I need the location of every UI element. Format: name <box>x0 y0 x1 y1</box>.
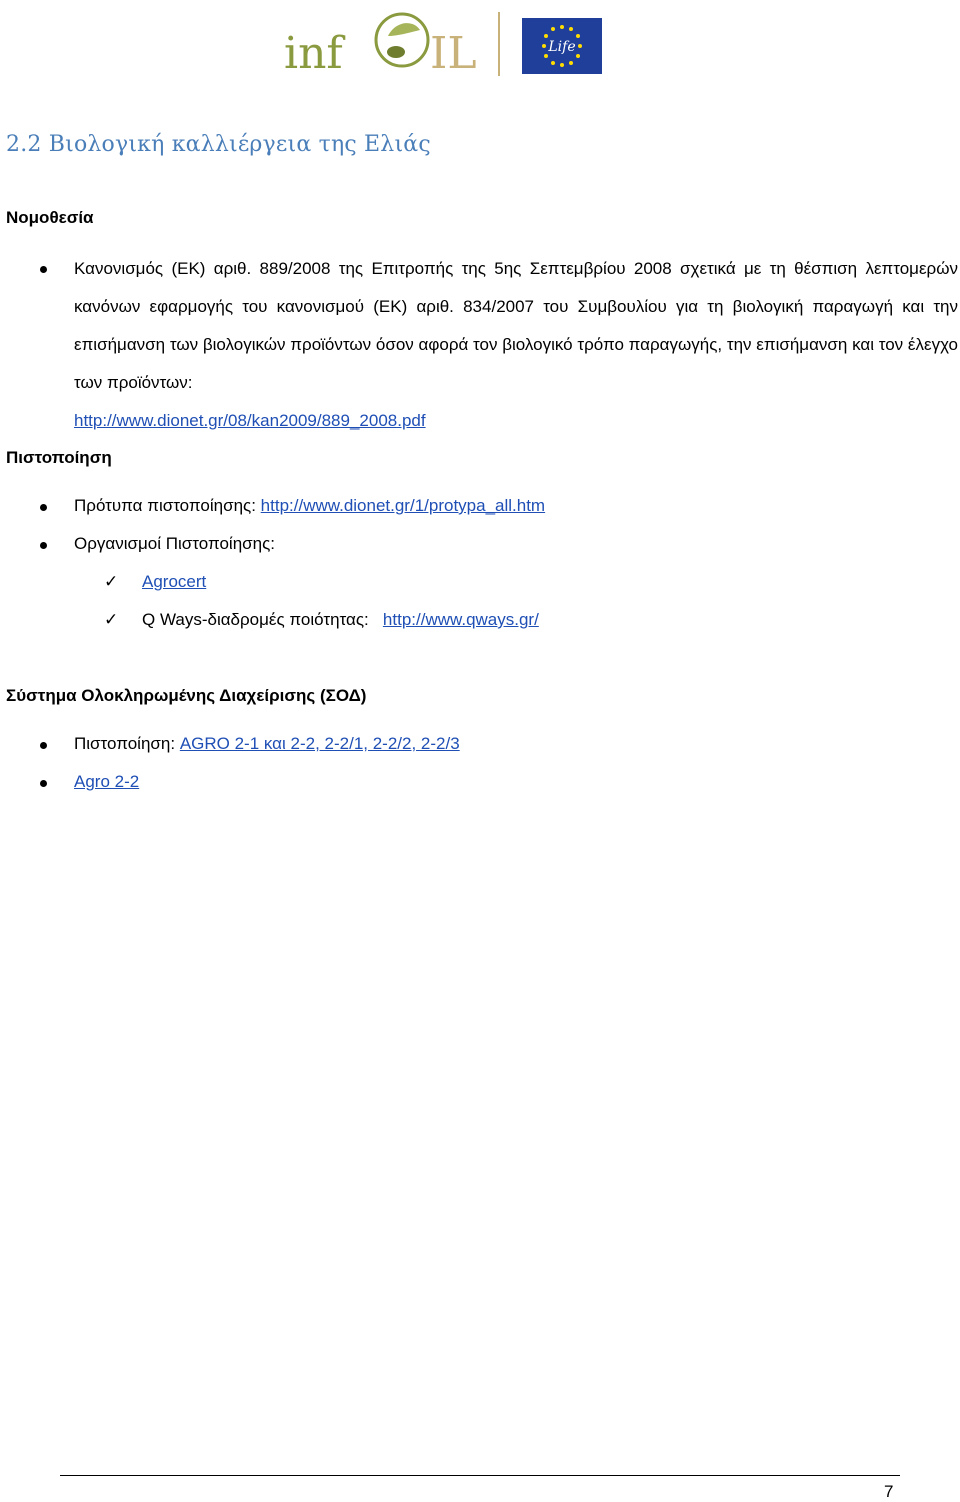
section-title: 2.2 Βιολογική καλλιέργεια της Ελιάς <box>6 132 431 157</box>
agro-2-2-link[interactable]: Agro 2-2 <box>74 772 140 791</box>
body-item-agrocert <box>142 572 206 592</box>
check-icon: ✓ <box>104 610 119 629</box>
bullet-icon <box>40 780 47 787</box>
standards-line <box>74 496 545 516</box>
agro-standards-link[interactable]: AGRO 2-1 και 2-2, 2-2/1, 2-2/2, 2-2/3 <box>179 734 460 753</box>
certification-heading: Πιστοποίηση <box>6 448 112 467</box>
ims-heading: Σύστημα Ολοκληρωμένης Διαχείρισης (ΣΟΔ) <box>6 686 367 705</box>
body-item-qways <box>142 610 539 630</box>
agrocert-link[interactable]: Agrocert <box>142 572 207 591</box>
infoil-logo <box>284 10 500 78</box>
bullet-icon <box>40 542 47 549</box>
eu-life-logo <box>522 18 602 74</box>
bodies-label: Οργανισμοί Πιστοποίησης: <box>74 534 276 553</box>
footer-divider <box>60 1475 900 1476</box>
logo-divider <box>498 12 500 76</box>
agro-line <box>74 772 139 792</box>
logo-text-right: IL <box>430 28 477 78</box>
bullet-icon <box>40 742 47 749</box>
check-icon: ✓ <box>104 572 119 591</box>
standards-label: Πρότυπα πιστοποίησης: <box>74 496 261 515</box>
regulation-pdf-link[interactable]: http://www.dionet.gr/08/kan2009/889_2008.pdf <box>74 411 426 430</box>
qways-link[interactable]: http://www.qways.gr/ <box>382 610 539 629</box>
bullet-icon <box>40 504 47 511</box>
bullet-icon <box>40 266 47 273</box>
legislation-item <box>74 250 958 440</box>
logo-text-left: inf <box>284 28 343 78</box>
qways-label: Q Ways-διαδρομές ποιότητας: <box>142 610 369 629</box>
legislation-text: Κανονισμός (ΕΚ) αριθ. 889/2008 της Επιτροπής της 5ης Σεπτεμβρίου 2008 σχετικά με τη θέσπιση λεπτομερών κανόνων εφαρμογής του κανονισμού (ΕΚ) αριθ. 834/2007 του Συμβουλίου για τη βιολογική παραγωγή και την επισήμανση των βιολογικών προϊόντων όσον αφορά τον βιολογικό τρόπο παραγωγής, την επισήμανση και τον έλεγχο των προϊόντων: <box>74 259 958 392</box>
legislation-heading: Νομοθεσία <box>6 208 94 227</box>
page-number: 7 <box>884 1482 894 1501</box>
standards-link[interactable]: http://www.dionet.gr/1/protypa_all.htm <box>260 496 546 515</box>
ims-cert-label: Πιστοποίηση: <box>74 734 180 753</box>
page-header <box>0 4 960 80</box>
eu-logo-text: Life <box>548 39 576 55</box>
ims-cert-line <box>74 734 460 754</box>
